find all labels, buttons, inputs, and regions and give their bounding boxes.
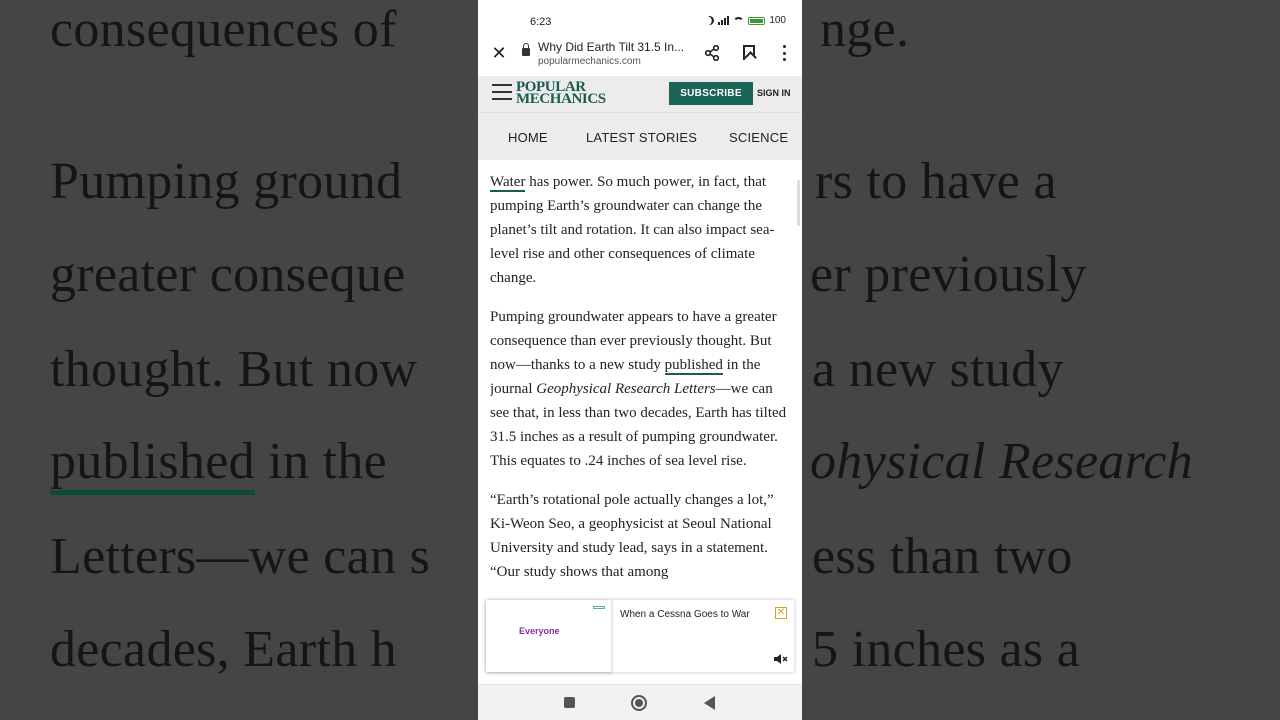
ad-thumbnail[interactable]	[486, 600, 612, 672]
bg-line-3: greater conseque	[50, 246, 406, 303]
bg-line-3-right: er previously	[810, 246, 1087, 303]
bg-line-2-right: rs to have a	[815, 153, 1057, 210]
bg-line-6-right: ess than two	[812, 528, 1073, 585]
bg-line-5: published in the	[50, 432, 387, 491]
bg-line-5-right: ohysical Research	[810, 433, 1193, 490]
status-bar	[478, 0, 802, 36]
battery-level: 100	[769, 15, 786, 26]
battery-icon	[748, 17, 765, 25]
article-paragraph: Pumping groundwater appears to have a greater consequence than ever previously thought. But now—thanks to a new study published in the journal Geophysical Research Letters—we can see that, in less than two decades, Earth has tilted 31.5 inches as a result of pumping groundwater. This equates to .24 inches of sea level rise.	[490, 309, 787, 469]
bookmark-icon[interactable]	[743, 45, 755, 60]
article-body	[490, 170, 790, 600]
page-title[interactable]: Why Did Earth Tilt 31.5 In...	[538, 40, 685, 54]
article-paragraph: “Earth’s rotational pole actually changes a lot,” Ki-Weon Seo, a geophysicist at Seoul National University and study lead, says in a statement. “Our study shows that among	[490, 492, 774, 580]
subscribe-button[interactable]: SUBSCRIBE	[669, 82, 753, 105]
share-icon[interactable]	[704, 45, 720, 61]
bg-line-1-right: nge.	[820, 1, 910, 58]
menu-icon[interactable]	[492, 84, 512, 100]
video-ad[interactable]	[486, 600, 794, 672]
scrollbar[interactable]	[797, 180, 800, 226]
close-ad-icon[interactable]: ✕	[776, 607, 786, 618]
bg-line-7-right: 5 inches as a	[812, 621, 1081, 678]
do-not-disturb-icon	[704, 15, 716, 27]
water-link[interactable]: Water	[490, 174, 526, 190]
mute-icon[interactable]	[774, 653, 788, 665]
published-link[interactable]: published	[664, 357, 723, 373]
status-icons	[705, 15, 786, 26]
bg-line-2: Pumping ground	[50, 153, 403, 210]
site-header	[478, 76, 802, 112]
bg-line-4: thought. But now	[50, 341, 418, 398]
close-icon[interactable]: ✕	[491, 43, 507, 63]
lock-icon[interactable]	[522, 48, 530, 56]
article-paragraph: Water has power. So much power, in fact, that pumping Earth’s groundwater can change the planet’s tilt and rotation. It can also impact sea-level rise and other consequences of climate change.	[490, 174, 775, 286]
site-logo[interactable]: POPULAR MECHANICS	[516, 79, 606, 107]
ad-progress-bar	[593, 606, 605, 609]
ad-title[interactable]: When a Cessna Goes to War	[620, 609, 750, 620]
bg-line-7: decades, Earth h	[50, 621, 397, 678]
nav-latest-stories[interactable]: LATEST STORIES	[586, 130, 698, 145]
nav-home[interactable]: HOME	[508, 130, 548, 145]
system-nav-bar	[478, 684, 802, 720]
bg-line-6: Letters—we can s	[50, 528, 431, 585]
journal-name: Geophysical Research Letters	[536, 381, 716, 397]
site-nav	[478, 112, 802, 160]
page-domain[interactable]: popularmechanics.com	[538, 56, 641, 67]
home-icon[interactable]	[631, 695, 647, 711]
signal-icon	[718, 16, 729, 25]
sign-in-link[interactable]: SIGN IN	[757, 88, 791, 98]
more-options-icon[interactable]	[782, 45, 786, 61]
phone-screen	[478, 0, 802, 720]
back-icon[interactable]	[704, 696, 715, 710]
bg-line-4-right: a new study	[812, 341, 1064, 398]
status-time: 6:23	[530, 16, 552, 28]
wifi-icon	[733, 17, 744, 25]
recents-icon[interactable]	[564, 697, 575, 708]
ad-thumb-label: Everyone	[519, 626, 560, 636]
bg-line-1: consequences of	[50, 1, 397, 58]
nav-science[interactable]: SCIENCE	[729, 130, 789, 145]
browser-url-bar	[478, 36, 802, 74]
